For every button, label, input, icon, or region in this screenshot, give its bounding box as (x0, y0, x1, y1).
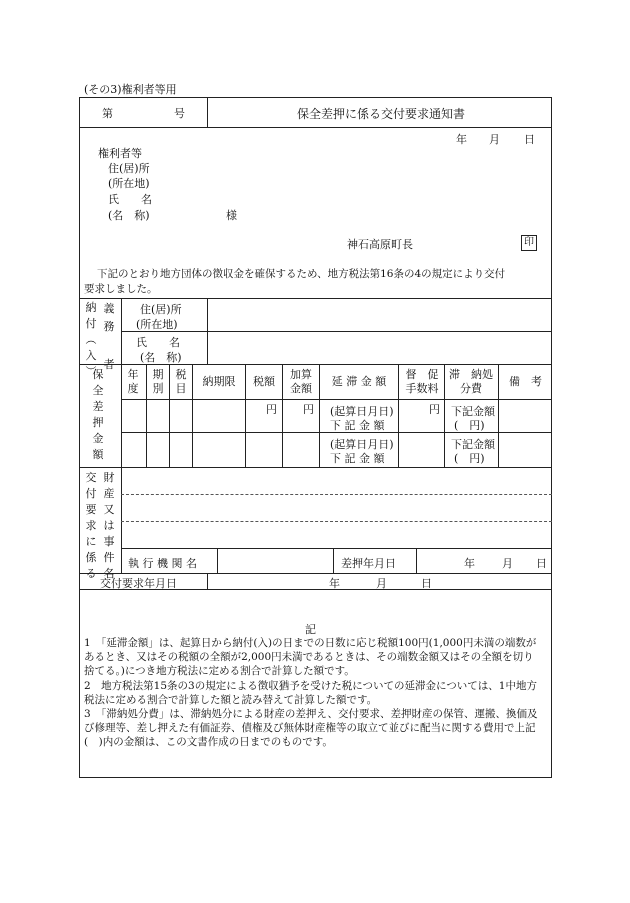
header-additional-amount: 加算金額 (290, 368, 312, 396)
divider (79, 298, 552, 299)
number-go: 号 (174, 107, 185, 120)
divider (79, 127, 552, 128)
number-dai: 第 (102, 107, 113, 120)
form-variant-note: (その3)権利者等用 (84, 83, 177, 96)
seizure-date-label: 差押年月日 (341, 557, 396, 570)
intro-text-line2: 要求しました。 (84, 283, 158, 295)
disposal-amount-note: 下記金額 (451, 438, 495, 451)
date-month: 月 (489, 133, 500, 146)
header-year: 年度 (127, 368, 139, 396)
divider (146, 364, 147, 467)
request-date-day: 日 (421, 577, 432, 590)
disposal-amount-note: 下記金額 (451, 405, 495, 418)
executing-agency-label: 執 行 機 関 名 (128, 557, 197, 570)
addressee-location-label: (所在地) (108, 177, 150, 190)
request-date-label: 交付要求年月日 (100, 577, 177, 590)
issuer-name: 神石高原町長 (347, 238, 413, 251)
obligor-label-col1: 納 付 ︵ 入 ︶ (85, 301, 97, 378)
header-disposal-cost: 滞 納処分費 (449, 368, 493, 396)
dashed-line (121, 494, 552, 495)
intro-text-line1: 下記のとおり地方団体の徴収金を確保するため、地方税法第16条の4の規定により交付 (97, 268, 506, 280)
yen-tax: 円 (266, 403, 277, 416)
divider (121, 548, 552, 549)
addressee-address-label: 住(居)所 (108, 162, 150, 175)
obligor-name-label: 氏 名 (136, 336, 180, 349)
date-day: 日 (524, 133, 535, 146)
late-fee-start-date-note: (起算日月日) (330, 438, 394, 451)
addressee-heading: 権利者等 (98, 147, 142, 160)
divider (121, 364, 122, 467)
honorific-sama: 様 (226, 209, 237, 222)
matter-label-col2: 財 産 又 は 事 件 名 (103, 471, 115, 580)
seizure-date-day: 日 (536, 557, 547, 570)
divider (169, 364, 170, 467)
seizure-date-month: 月 (502, 557, 513, 570)
disposal-yen-note: ( 円) (454, 452, 485, 465)
yen-reminder: 円 (429, 403, 440, 416)
date-year: 年 (456, 133, 467, 146)
dashed-line (121, 521, 552, 522)
divider (398, 364, 399, 467)
header-tax-amount: 税額 (253, 375, 275, 388)
divider (217, 548, 218, 573)
notes-heading: 記 (305, 623, 316, 636)
request-date-year: 年 (329, 577, 340, 590)
divider (79, 573, 552, 574)
obligor-address-label: 住(居)所 (140, 303, 182, 316)
divider (416, 548, 417, 573)
late-fee-start-date-note: (起算日月日) (330, 405, 394, 418)
addressee-name-label: 氏 名 (108, 193, 152, 206)
yen-additional: 円 (303, 403, 314, 416)
request-date-month: 月 (376, 577, 387, 590)
addressee-company-label: (名 称) (108, 209, 150, 222)
header-remarks: 備 考 (509, 375, 542, 388)
official-seal-mark: 印 (521, 235, 537, 251)
divider (207, 298, 208, 364)
divider (121, 298, 122, 364)
obligor-location-label: (所在地) (136, 318, 178, 331)
divider (121, 467, 122, 573)
divider (207, 97, 208, 127)
obligor-label-col2: 義 務 者 (103, 302, 115, 371)
matter-label-col1: 交 付 要 求 に 係 る (85, 471, 97, 580)
seizure-date-year: 年 (464, 557, 475, 570)
obligor-company-label: (名 称) (140, 351, 182, 364)
disposal-yen-note: ( 円) (454, 419, 485, 432)
header-due-date: 納期限 (202, 375, 236, 388)
divider (121, 331, 552, 332)
late-fee-amount-note: 下 記 金 額 (330, 452, 385, 465)
document-title: 保全差押に係る交付要求通知書 (297, 107, 466, 121)
note-item-2: 2 地方税法第15条の3の規定による徴収猶予を受けた税についての延滞金については、1中地方税法に定める割合で計算した額と読み替えて計算した額です。 (84, 680, 537, 706)
header-tax-item: 税目 (175, 368, 187, 396)
amounts-side-label: 保 全 差 押 金 額 (92, 368, 104, 461)
divider (121, 399, 552, 400)
divider (79, 467, 552, 468)
note-item-1: 1 「延滞金額」は、起算日から納付(入)の日までの日数に応じ税額100円(1,000円未満の端数があるとき、又はその税額の全額が2,000円未満であるときは、その端数金額又はその全額を切り捨てる。)につき地方税法に定める割合で計算した額です。 (84, 637, 537, 677)
late-fee-amount-note: 下 記 金 額 (330, 419, 385, 432)
header-period: 期別 (152, 368, 164, 396)
divider (282, 364, 283, 467)
divider (333, 548, 334, 573)
divider (444, 364, 445, 467)
note-item-3: 3 「滞納処分費」は、滞納処分による財産の差押え、交付要求、差押財産の保管、運搬、換価及び修理等、差し押えた有価証券、債権及び無体財産権等の取立て並びに配当に関する費用で上記( )内の金額は、この文書作成の日までのものです。 (84, 708, 538, 748)
header-late-fee: 延 滞 金 額 (331, 375, 387, 388)
divider (207, 573, 208, 589)
header-reminder-fee: 督 促手数料 (405, 368, 439, 396)
